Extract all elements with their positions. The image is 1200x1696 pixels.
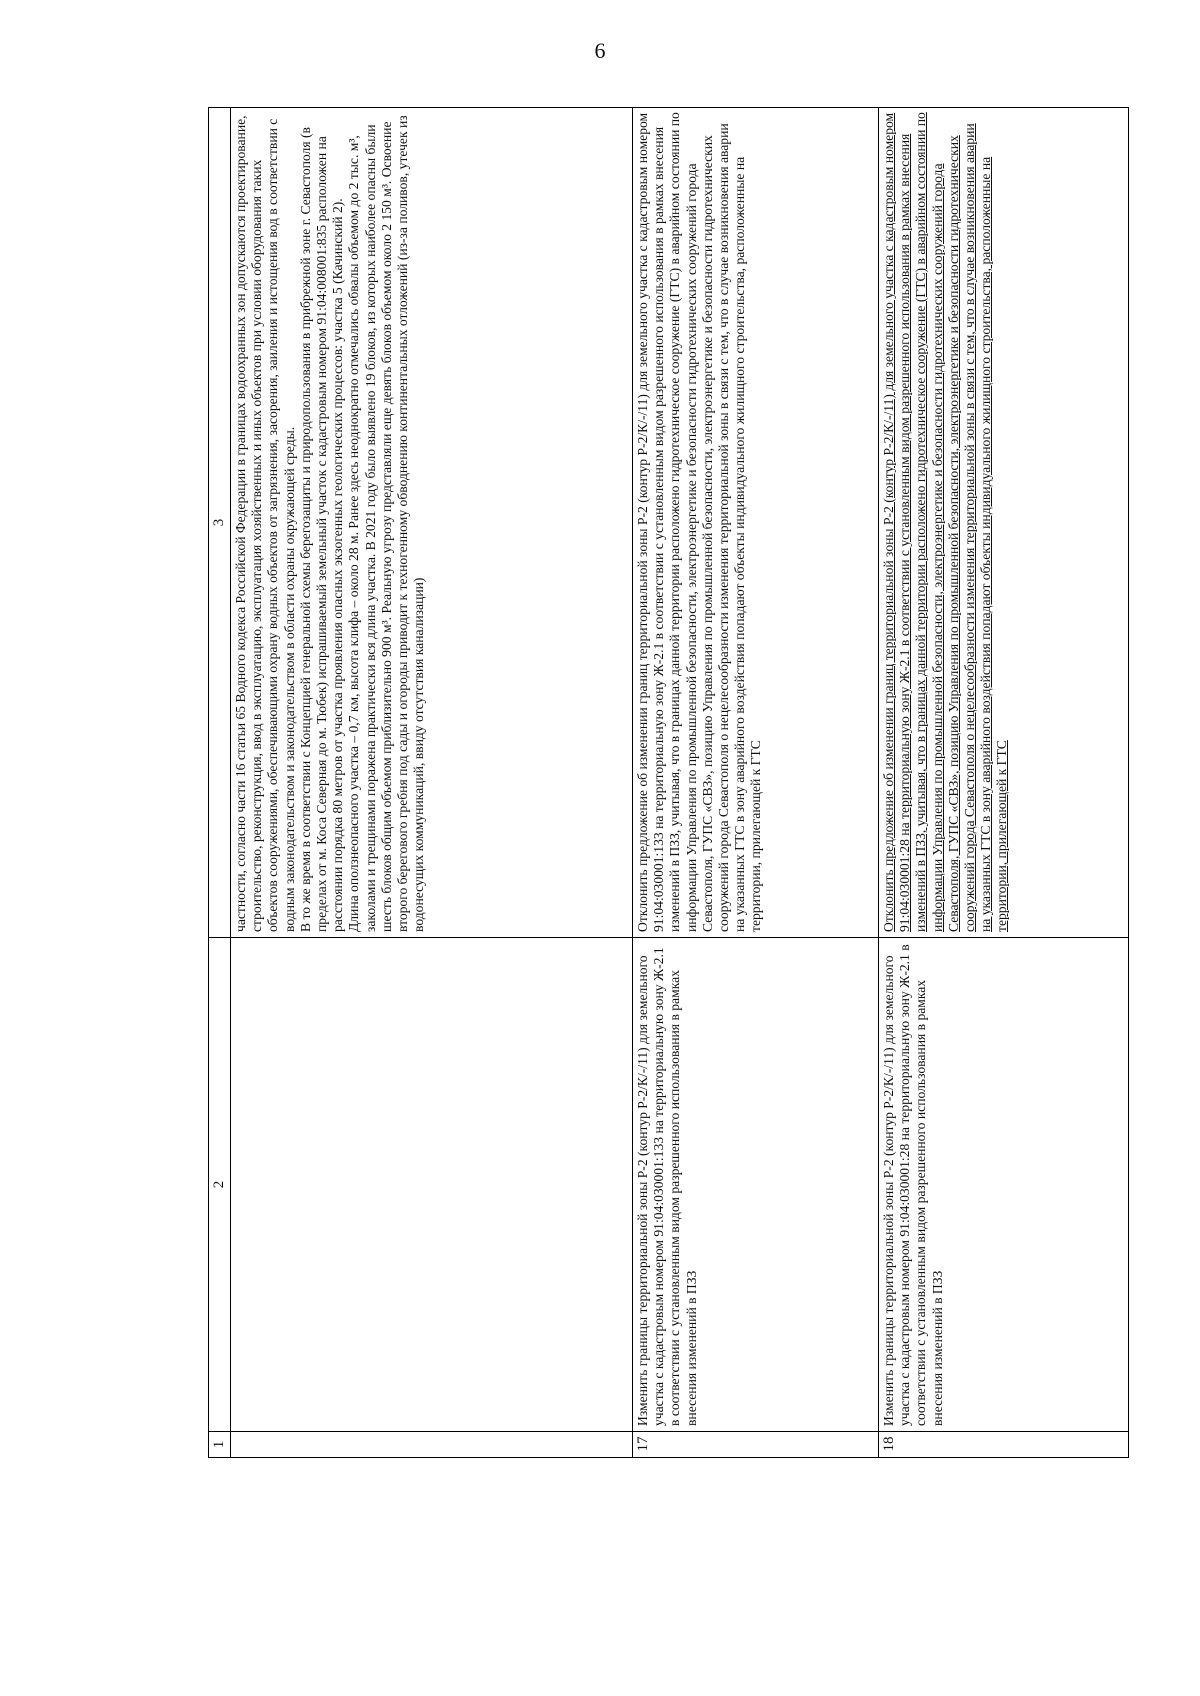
row-proposal (231, 938, 633, 1432)
decision-paragraph: Отклонить предложение об изменении границ территориальной зоны Р-2 (контур Р-2/К/-/11) для земельного участка с кадастровым номером 91:04:030001:133 на территориальную зону Ж-2.1 в соответствии с установленным видом разрешенного использования в рамках внесения изменений в ПЗЗ, учитывая, что в границах данной территории расположено гидротехническое сооружение (ГТС) в аварийном состоянии по информации Управления по промышленной безопасности, электроэнергетике и безопасности гидротехнических сооружений города Севастополя, ГУПС «СВЗ», позицию Управления по промышленной безопасности, электроэнергетике и безопасности гидротехнических сооружений города Севастополя о нецелесообразности изменения территориальной зоны в связи с тем, что в случае возникновения аварии на указанных ГТС в зону аварийного воздействия попадают объекты индивидуального жилищного строительства, расположенные на территории, прилегающей к ГТС (635, 112, 764, 932)
decision-table (208, 107, 1129, 1458)
table-row-18 (879, 108, 1129, 1458)
header-cell-3: 3 (209, 108, 231, 938)
row-number: 17 (633, 1432, 879, 1458)
decision-paragraph: Отклонить предложение об изменении границ территориальной зоны Р-2 (контур Р-2/К/-/11) для земельного участка с кадастровым номером 91:04:030001:28 на территориальную зону Ж-2.1 в соответствии с установленным видом разрешенного использования в рамках внесения изменений в ПЗЗ, учитывая, что в границах данной территории расположено гидротехническое сооружение (ГТС) в аварийном состоянии по информации Управления по промышленной безопасности, электроэнергетике и безопасности гидротехнических сооружений города Севастополя, ГУПС «СВЗ», позицию Управления по промышленной безопасности, электроэнергетике и безопасности гидротехнических сооружений города Севастополя о нецелесообразности изменения территориальной зоны в связи с тем, что в случае возникновения аварии на указанных ГТС в зону аварийного воздействия попадают объекты индивидуального жилищного строительства, расположенные на территории, прилегающей к ГТС (881, 112, 1010, 932)
row-decision (633, 108, 879, 938)
table-row-continuation (231, 108, 633, 1458)
header-cell-1: 1 (209, 1432, 231, 1458)
table-header-row (209, 108, 231, 1458)
row-proposal: Изменить границы территориальной зоны Р-2 (контур Р-2/К/-/11) для земельного участка с кадастровым номером 91:04:030001:28 на территориальную зону Ж-2.1 в соответствии с установленным видом разрешенного использования в рамках внесения изменений в ПЗЗ (879, 938, 1129, 1432)
decision-paragraph: Длина оползнеопасного участка – 0,7 км, высота клифа – около 28 м. Ранее здесь неоднократно отмечались обвалы объемом до 2 тыс. м³, заколами и трещинами поражена практически вся длина участка. В 2021 году было выявлено 19 блоков, из которых наиболее опасны были шесть блоков общим объемом приблизительно 900 м³. Реальную угрозу представляли еще девять блоков объемом около 2 150 м³. Освоение второго берегового гребня под сады и огороды приводит к техногенному обводнению континентальных отложений (из-за поливов, утечек из водонесущих коммуникаций, ввиду отсутствия канализации) (346, 115, 427, 932)
row-decision (231, 108, 633, 938)
decision-paragraph: В то же время в соответствии с Концепцией генеральной схемы берегозащиты и природопользования в прибрежной зоне г. Севастополя (в пределах от м. Коса Северная до м. Тюбек) испрашиваемый земельный участок с кадастровым номером 91:04:008001:835 расположен на расстоянии порядка 80 метров от участка проявления опасных экзогенных геологических процессов: участка 5 (Качинский 2). (297, 127, 346, 932)
row-proposal: Изменить границы территориальной зоны Р-2 (контур Р-2/К/-/11) для земельного участка с кадастровым номером 91:04:030001:133 на территориальную зону Ж-2.1 в соответствии с установленным видом разрешенного использования в рамках внесения изменений в ПЗЗ (633, 938, 879, 1432)
row-number: 18 (879, 1432, 1129, 1458)
row-number (231, 1432, 633, 1458)
page-number: 6 (594, 38, 606, 63)
header-cell-2: 2 (209, 938, 231, 1432)
table-row-17 (633, 108, 879, 1458)
rotated-table-container (208, 108, 1128, 1458)
row-decision (879, 108, 1129, 938)
decision-paragraph: частности, согласно части 16 статьи 65 Водного кодекса Российской Федерации в границах водоохранных зон допускаются проектирование, строительство, реконструкция, ввод в эксплуатацию, эксплуатация хозяйственных и иных объектов при условии оборудования таких объектов сооружениями, обеспечивающими охрану водных объектов от загрязнения, засорения, заиления и истощения вод в соответствии с водным законодательством и законодательством в области охраны окружающей среды. (233, 115, 297, 932)
